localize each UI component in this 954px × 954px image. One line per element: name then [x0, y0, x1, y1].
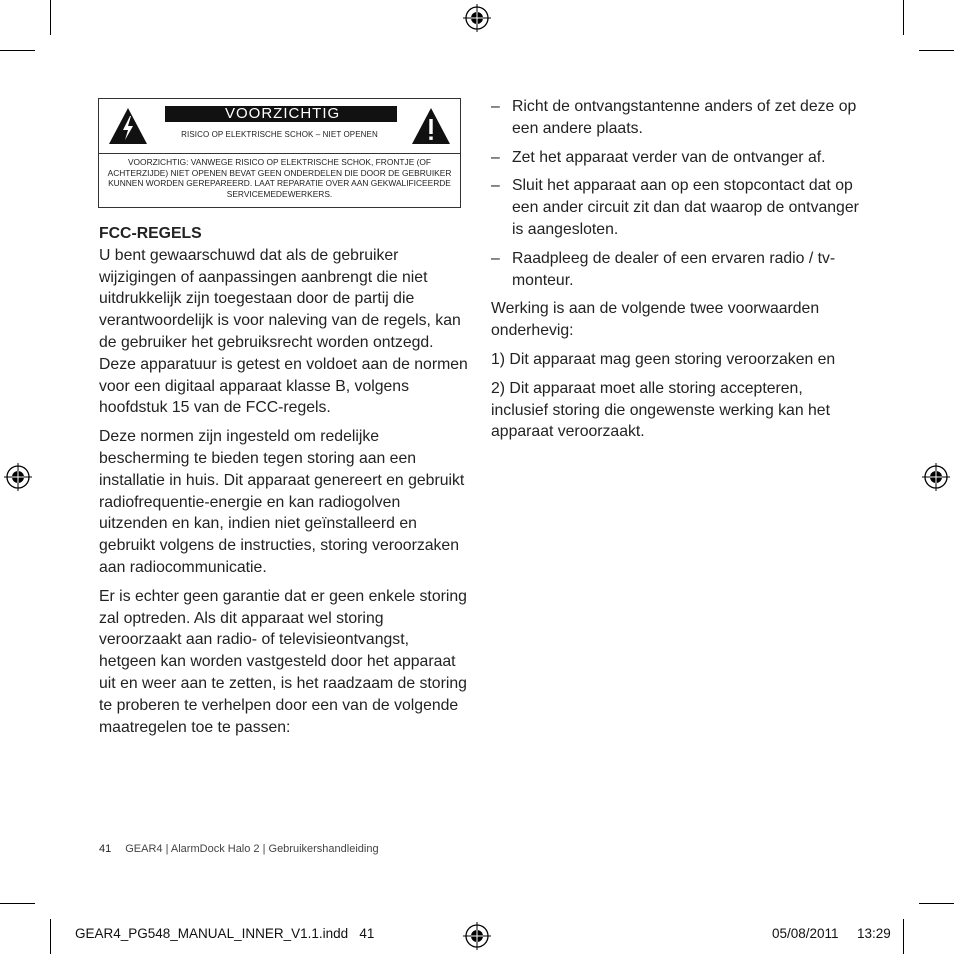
- caution-title: VOORZICHTIG: [165, 106, 397, 122]
- list-item: [491, 248, 861, 292]
- crop-mark-bottom-right-v: [903, 919, 904, 954]
- list-item: [491, 175, 861, 240]
- paragraph: 1) Dit apparaat mag geen storing veroorzaken en: [491, 350, 836, 368]
- page-footer: [99, 843, 379, 855]
- paragraph: U bent gewaarschuwd dat als de gebruiker wijzigingen of aanpassingen aanbrengt die niet uitdrukkelijk zijn toegestaan door de partij die verantwoordelijk is voor naleving van de regels, kan de gebruiker het gebruiksrecht worden ontzegd. Deze apparatuur is getest en voldoet aan de normen voor een digitaal apparaat klasse B, volgens hoofdstuk 15 van de FCC-regels.: [99, 246, 468, 417]
- list-item-text: Zet het apparaat verder van de ontvanger af.: [512, 148, 826, 166]
- crop-mark-bottom-left-v: [50, 919, 51, 954]
- caution-body: VOORZICHTIG: VANWEGE RISICO OP ELEKTRISCHE SCHOK, FRONTJE (OF ACHTERZIJDE) NIET OPENEN BEVAT GEEN ONDERDELEN DIE DOOR DE GEBRUIKER KUNNEN WORDEN GEREPAREERD. LAAT REPARATIE OVER AAN GEKWALIFICEERDE SERVICEMEDEWERKERS.: [107, 157, 452, 199]
- paragraph: Deze normen zijn ingesteld om redelijke bescherming te bieden tegen storing aan een installatie in huis. Dit apparaat genereert en gebruikt radiofrequentie-energie en kan radiogolven uitzenden en kan, indien niet geïnstalleerd en gebruikt volgens de instructies, storing veroorzaken aan radiocommunicatie.: [99, 428, 465, 576]
- registration-mark-icon: [922, 463, 950, 491]
- list-item: [491, 96, 861, 140]
- crop-mark-top-right-h: [919, 50, 954, 51]
- list-item-text: Raadpleeg de dealer of een ervaren radio / tv-monteur.: [512, 249, 836, 289]
- caution-subtitle: RISICO OP ELEKTRISCHE SCHOK – NIET OPENEN: [181, 130, 378, 139]
- right-column: [491, 96, 861, 450]
- list-item-text: Sluit het apparaat aan op een stopcontact dat op een ander circuit zit dan dat waarop de ontvanger is aangesloten.: [512, 177, 859, 238]
- left-column: [99, 223, 469, 745]
- paragraph: Werking is aan de volgende twee voorwaarden onderhevig:: [491, 300, 820, 340]
- lightning-warning-icon: [108, 107, 148, 145]
- bullet-marker: –: [491, 148, 500, 166]
- slug-date: 05/08/2011: [772, 926, 839, 941]
- registration-mark-icon: [463, 922, 491, 950]
- bullet-marker: –: [491, 98, 500, 115]
- slug-filename: GEAR4_PG548_MANUAL_INNER_V1.1.indd 41: [75, 926, 375, 941]
- caution-box: [98, 98, 461, 208]
- exclamation-warning-icon: [411, 107, 451, 145]
- crop-mark-top-left-h: [0, 50, 35, 51]
- bullet-marker: –: [491, 249, 500, 267]
- paragraph: Er is echter geen garantie dat er geen enkele storing zal optreden. Als dit apparaat wel storing veroorzaakt aan radio- of televisieontvangst, hetgeen kan worden vastgesteld door het apparaat uit en weer aan te zetten, is het raadzaam de storing te proberen te verhelpen door een van de volgende maatregelen toe te passen:: [99, 587, 467, 736]
- section-heading: FCC-REGELS: [99, 225, 202, 242]
- paragraph: 2) Dit apparaat moet alle storing accepteren, inclusief storing die ongewenste werking kan het apparaat veroorzaakt.: [491, 379, 830, 441]
- slug-time: 13:29: [857, 926, 891, 941]
- crop-mark-top-right-v: [903, 0, 904, 35]
- list-item: [491, 147, 861, 169]
- crop-mark-bottom-right-h: [919, 903, 954, 904]
- footer-title: GEAR4 | AlarmDock Halo 2 | Gebruikershandleiding: [125, 843, 379, 855]
- crop-mark-top-left-v: [50, 0, 51, 35]
- registration-mark-icon: [4, 463, 32, 491]
- registration-mark-icon: [463, 4, 491, 32]
- list-item-text: Richt de ontvangstantenne anders of zet deze op een andere plaats.: [512, 98, 857, 137]
- page-number: 41: [99, 843, 112, 855]
- bullet-marker: –: [491, 177, 500, 195]
- caution-header: [99, 99, 460, 154]
- crop-mark-bottom-left-h: [0, 903, 35, 904]
